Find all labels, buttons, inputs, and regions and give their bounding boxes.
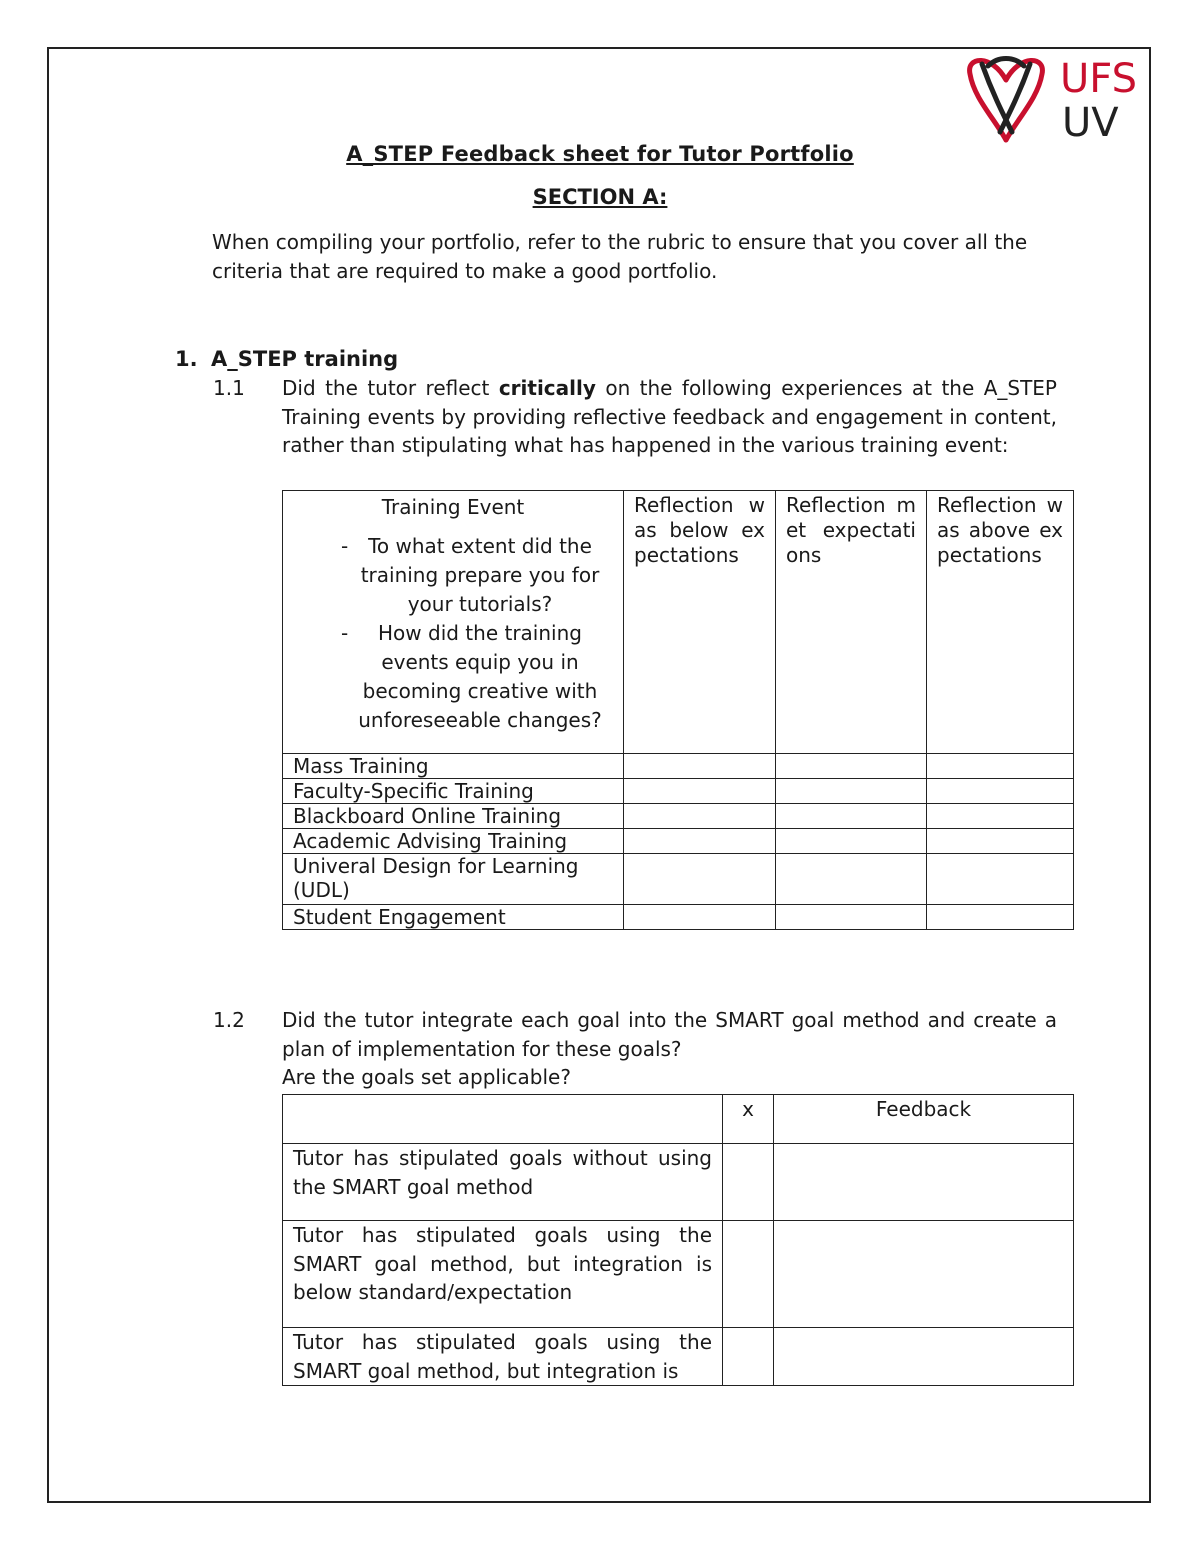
rating-cell[interactable] bbox=[624, 754, 776, 779]
feedback-cell[interactable] bbox=[774, 1328, 1074, 1386]
column-x: x bbox=[723, 1095, 774, 1144]
heading-label: A_STEP training bbox=[211, 347, 399, 371]
table-row bbox=[283, 804, 1074, 829]
goal-criterion: Tutor has stipulated goals without using the SMART goal method bbox=[283, 1144, 723, 1221]
row-label: Student Engagement bbox=[283, 905, 624, 930]
question-1-2-text bbox=[282, 1006, 1057, 1092]
training-events-table bbox=[282, 490, 1074, 930]
table-header-row bbox=[283, 491, 1074, 754]
rating-cell[interactable] bbox=[624, 854, 776, 905]
rating-cell[interactable] bbox=[624, 905, 776, 930]
row-label: Academic Advising Training bbox=[283, 829, 624, 854]
rating-cell[interactable] bbox=[776, 804, 927, 829]
table-row bbox=[283, 1144, 1074, 1221]
ufs-logo bbox=[962, 52, 1152, 144]
rating-cell[interactable] bbox=[927, 779, 1074, 804]
goal-criterion: Tutor has stipulated goals using the SMART goal method, but integration is below standard/expectation bbox=[283, 1221, 723, 1328]
ufs-logo-icon bbox=[962, 52, 1152, 144]
row-label: Univeral Design for Learning (UDL) bbox=[283, 854, 624, 905]
table-row bbox=[283, 1221, 1074, 1328]
column-met-expectations: Reflection met expectations bbox=[776, 491, 927, 754]
rating-cell[interactable] bbox=[927, 829, 1074, 854]
rating-cell[interactable] bbox=[927, 804, 1074, 829]
check-cell[interactable] bbox=[723, 1221, 774, 1328]
rating-cell[interactable] bbox=[776, 754, 927, 779]
header-empty-cell bbox=[283, 1095, 723, 1144]
training-event-title: Training Event bbox=[381, 495, 525, 519]
training-event-header bbox=[283, 491, 624, 754]
check-cell[interactable] bbox=[723, 1328, 774, 1386]
feedback-cell[interactable] bbox=[774, 1221, 1074, 1328]
rating-cell[interactable] bbox=[624, 804, 776, 829]
rating-cell[interactable] bbox=[927, 905, 1074, 930]
table-header-row bbox=[283, 1095, 1074, 1144]
rating-cell[interactable] bbox=[624, 779, 776, 804]
row-label: Faculty-Specific Training bbox=[283, 779, 624, 804]
table-row bbox=[283, 854, 1074, 905]
table-row bbox=[283, 829, 1074, 854]
column-feedback: Feedback bbox=[774, 1095, 1074, 1144]
question-1-1-part2: on the following experiences at the A_STEP Training events by providing reflective feedback and engagement in content, rather than stipulating what has happened in the various training event: bbox=[282, 376, 1057, 457]
question-1-2-line2: Are the goals set applicable? bbox=[282, 1065, 571, 1089]
header-question-list bbox=[293, 532, 613, 735]
question-1-1-number: 1.1 bbox=[213, 376, 245, 400]
question-1-1-text bbox=[282, 374, 1057, 460]
table-row bbox=[283, 1328, 1074, 1386]
section-heading: SECTION A: bbox=[532, 185, 668, 209]
intro-paragraph: When compiling your portfolio, refer to the rubric to ensure that you cover all the criteria that are required to make a good portfolio. bbox=[212, 230, 1028, 283]
rating-cell[interactable] bbox=[776, 854, 927, 905]
table-row bbox=[283, 754, 1074, 779]
question-1-1-part1: Did the tutor reflect bbox=[282, 376, 499, 400]
rating-cell[interactable] bbox=[776, 779, 927, 804]
document-title: A_STEP Feedback sheet for Tutor Portfolio bbox=[346, 142, 854, 166]
column-above-expectations: Reflection was above expectations bbox=[927, 491, 1074, 754]
table-row bbox=[283, 905, 1074, 930]
rating-cell[interactable] bbox=[776, 829, 927, 854]
logo-text-ufs: UFS bbox=[1060, 56, 1137, 102]
heading-number: 1. bbox=[175, 347, 198, 371]
column-below-expectations: Reflection was below expectations bbox=[624, 491, 776, 754]
header-question: - To what extent did the training prepare you for your tutorials? bbox=[341, 534, 600, 616]
row-label: Blackboard Online Training bbox=[283, 804, 624, 829]
rating-cell[interactable] bbox=[927, 854, 1074, 905]
smart-goals-table bbox=[282, 1094, 1074, 1386]
rating-cell[interactable] bbox=[927, 754, 1074, 779]
table-row bbox=[283, 779, 1074, 804]
question-1-2-line: Did the tutor integrate each goal into the SMART goal method and create a plan of implementation for these goals? bbox=[282, 1008, 1057, 1061]
rating-cell[interactable] bbox=[776, 905, 927, 930]
feedback-cell[interactable] bbox=[774, 1144, 1074, 1221]
goal-criterion: Tutor has stipulated goals using the SMART goal method, but integration is bbox=[283, 1328, 723, 1386]
question-1-1-bold: critically bbox=[498, 376, 596, 400]
row-label: Mass Training bbox=[283, 754, 624, 779]
question-1-2-number: 1.2 bbox=[213, 1008, 245, 1032]
logo-text-uv: UV bbox=[1062, 100, 1119, 144]
rating-cell[interactable] bbox=[624, 829, 776, 854]
check-cell[interactable] bbox=[723, 1144, 774, 1221]
header-question: - How did the training events equip you in becoming creative with unforeseeable changes? bbox=[341, 621, 602, 732]
heading-a-step-training bbox=[175, 347, 398, 371]
